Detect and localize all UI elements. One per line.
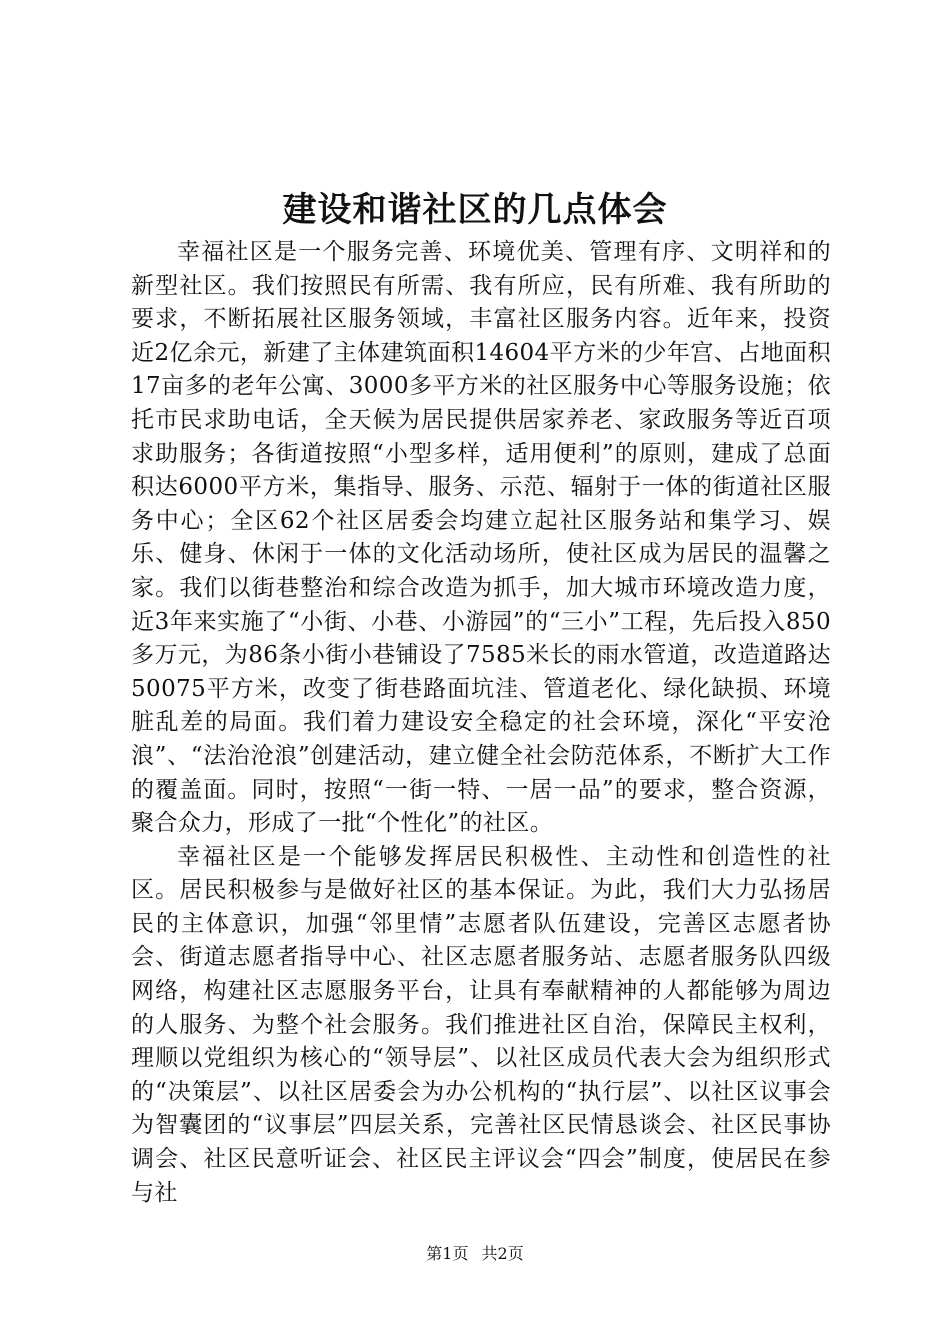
page-total: 共2页 — [481, 1244, 524, 1263]
paragraph-1: 幸福社区是一个服务完善、环境优美、管理有序、文明祥和的新型社区。我们按照民有所需、我有所应，民有所难、我有所助的要求，不断拓展社区服务领域，丰富社区服务内容。近年来，投资近2亿余元，新建了主体建筑面积14604平方米的少年宫、占地面积17亩多的老年公寓、3000多平方米的社区服务中心等服务设施；依托市民求助电话，全天候为居民提供居家养老、家政服务等近百项求助服务；各街道按照“小型多样，适用便利”的原则，建成了总面积达6000平方米，集指导、服务、示范、辐射于一体的街道社区服务中心；全区62个社区居委会均建立起社区服务站和集学习、娱乐、健身、休闲于一体的文化活动场所，使社区成为居民的温馨之家。我们以街巷整治和综合改造为抓手，加大城市环境改造力度，近3年来实施了“小街、小巷、小游园”的“三小”工程，先后投入850多万元，为86条小街小巷铺设了7585米长的雨水管道，改造道路达50075平方米，改变了街巷路面坑洼、管道老化、绿化缺损、环境脏乱差的局面。我们着力建设安全稳定的社会环境，深化“平安沧浪”、“法治沧浪”创建活动，建立健全社会防范体系，不断扩大工作的覆盖面。同时，按照“一街一特、一居一品”的要求，整合资源，聚合众力，形成了一批“个性化”的社区。 — [131, 239, 831, 837]
document-body — [131, 236, 831, 1210]
paragraph-2: 幸福社区是一个能够发挥居民积极性、主动性和创造性的社区。居民积极参与是做好社区的基本保证。为此，我们大力弘扬居民的主体意识，加强“邻里情”志愿者队伍建设，完善区志愿者协会、街道志愿者指导中心、社区志愿者服务站、志愿者服务队四级网络，构建社区志愿服务平台，让具有奉献精神的人都能够为周边的人服务、为整个社会服务。我们推进社区自治，保障民主权利，理顺以党组织为核心的“领导层”、以社区成员代表大会为组织形式的“决策层”、以社区居委会为办公机构的“执行层”、以社区议事会为智囊团的“议事层”四层关系，完善社区民情恳谈会、社区民事协调会、社区民意听证会、社区民主评议会“四会”制度，使居民在参与社 — [131, 843, 831, 1206]
page-footer — [0, 1243, 950, 1265]
document-title: 建设和谐社区的几点体会 — [282, 190, 668, 230]
page-number: 第1页 — [426, 1244, 469, 1263]
